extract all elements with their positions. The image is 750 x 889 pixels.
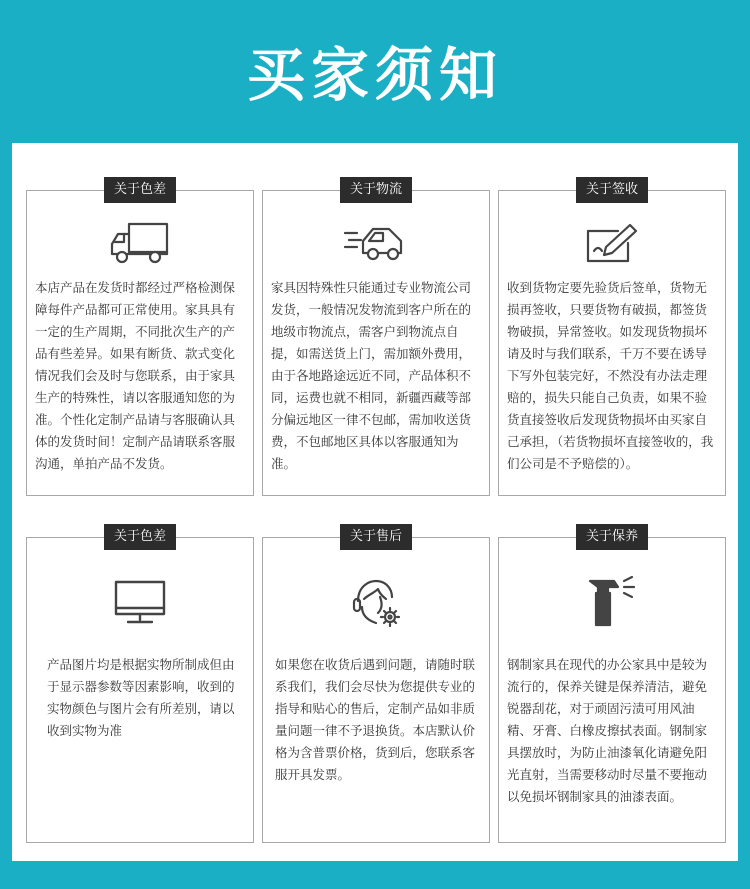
card-text: 家具因特殊性只能通过专业物流公司发货，一般情况发物流到客户所在的地级市物流点，需客户到物流点自提，如需送货上门，需加额外费用，由于各地路途远近不同，产品体积不同，运费也就不相同，新疆西藏等部分偏远地区一律不包邮，需加收送货费，不包邮地区具体以客服通知为准。 <box>271 280 472 471</box>
card-text: 钢制家具在现代的办公家具中是较为流行的，保养关键是保养清洁，避免锐器刮花，对于顽固污渍可用风油精、牙膏、白橡皮擦拭表面。钢制家具摆放时，为防止油漆氧化请避免阳光直射，当需要移动时尽量不要拖动以免损坏钢制家具的油漆表面。 <box>507 657 708 804</box>
card-text: 如果您在收货后遇到问题，请随时联系我们，我们会尽快为您提供专业的指导和贴心的售后，定制产品如非质量问题一律不予退换货。本店默认价格为含普票价格，货到后，您联系客服开具发票。 <box>275 657 476 782</box>
notice-card-color-difference <box>26 182 254 496</box>
card-text: 本店产品在发货时都经过严格检测保障每件产品都可正常使用。家具具有一定的生产周期，不同批次生产的产品有些差异。如果有断货、款式变化情况我们会及时与您联系，由于家具生产的特殊性，请以客服通知您的为准。个性化定制产品请与客服确认具体的发货时间！定制产品请联系客服沟通，单拍产品不发货。 <box>35 280 236 471</box>
notice-card-color-difference-display <box>26 529 254 843</box>
card-badge: 关于保养 <box>576 524 648 550</box>
page-title: 买家须知 <box>246 41 503 109</box>
fast-delivery-car-icon <box>341 215 411 271</box>
notice-panel <box>12 143 738 861</box>
customer-service-icon <box>341 574 411 630</box>
card-badge: 关于签收 <box>576 177 648 203</box>
card-badge: 关于色差 <box>104 177 176 203</box>
card-badge: 关于色差 <box>104 524 176 550</box>
spray-bottle-icon <box>577 574 647 630</box>
monitor-icon <box>105 574 175 630</box>
card-text: 收到货物定要先验货后签单，货物无损再签收，只要货物有破损，都签货物破损，异常签收。如发现货物损坏请及时与我们联系，千万不要在诱导下写外包装完好，不然没有办法走理赔的，损失只能自己负责，如果不验货直接签收后发现货物损坏由买家自己承担，（若货物损坏直接签收的，我们公司是不予赔偿的）。 <box>507 280 714 471</box>
notice-card-sign-for <box>498 182 726 496</box>
card-text: 产品图片均是根据实物所制成但由于显示器参数等因素影响，收到的实物颜色与图片会有所差别，请以收到实物为准 <box>47 657 235 738</box>
notice-card-logistics <box>262 182 490 496</box>
notice-card-after-sales <box>262 529 490 843</box>
truck-icon <box>105 215 175 271</box>
card-badge: 关于物流 <box>340 177 412 203</box>
notice-card-maintenance <box>498 529 726 843</box>
sign-pen-icon <box>577 215 647 271</box>
card-badge: 关于售后 <box>340 524 412 550</box>
